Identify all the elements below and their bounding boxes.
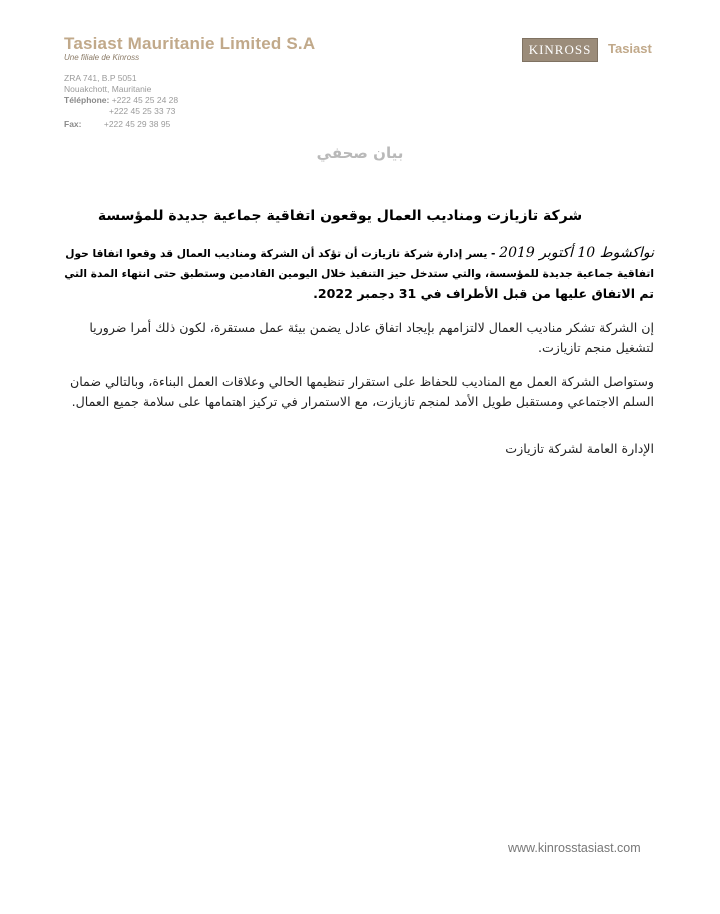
phone-number-1: +222 45 25 24 28 bbox=[111, 95, 179, 105]
lead-line-3: تم الاتفاق عليها من قبل الأطراف في 31 دجمبر 2022. bbox=[313, 286, 654, 301]
paragraph-1 bbox=[89, 318, 654, 358]
lead-paragraph bbox=[64, 243, 654, 304]
paragraph-2 bbox=[70, 372, 654, 412]
phone-row-1 bbox=[64, 95, 178, 105]
website-link[interactable]: www.kinrosstasiast.com bbox=[508, 841, 641, 855]
address-line-2: Nouakchott, Mauritanie bbox=[64, 84, 152, 94]
company-name: Tasiast Mauritanie Limited S.A bbox=[64, 34, 316, 53]
fax-row bbox=[64, 119, 170, 129]
paragraph-2-line-1: وستواصل الشركة العمل مع المناديب للحفاظ على استقرار تنظيمها الحالي وعلاقات العمل البناءة، وبالتالي ضمان bbox=[69, 374, 654, 389]
phone-label: Téléphone: bbox=[64, 95, 110, 105]
lead-date: نواكشوط 10 أكتوبر 2019 bbox=[499, 245, 654, 261]
lead-line-2: اتفاقية جماعية جديدة للمؤسسة، والتي ستدخل حيز التنفيذ خلال اليومين القادمين وستطبق حتى انتهاء المدة التي bbox=[64, 267, 654, 280]
kinross-logo: KINROSS bbox=[522, 38, 598, 62]
tasiast-logo-text: Tasiast bbox=[608, 41, 652, 56]
signature: الإدارة العامة لشركة تازيازت bbox=[505, 441, 654, 456]
press-release-label: بيان صحفي bbox=[316, 144, 404, 162]
headline: شركة تازيازت ومناديب العمال يوقعون اتفاقية جماعية جديدة للمؤسسة bbox=[97, 208, 583, 224]
lead-line-1 bbox=[64, 243, 654, 264]
phone-number-2: +222 45 25 33 73 bbox=[109, 106, 176, 116]
address-line-1: ZRA 741, B.P 5051 bbox=[64, 73, 137, 83]
paragraph-2-line-2: السلم الاجتماعي ومستقبل طويل الأمد لمنجم تازيازت، مع الاستمرار في تركيز اهتمامها على سلامة جميع العمال. bbox=[71, 394, 654, 409]
paragraph-1-line-2: لتشغيل منجم تازيازت. bbox=[537, 340, 654, 355]
paragraph-1-line-1: إن الشركة تشكر مناديب العمال لالتزامهم بإيجاد اتفاق عادل يضمن بيئة عمل مستقرة، لكون ذلك أمرا ضروريا bbox=[89, 320, 654, 335]
fax-number: +222 45 29 38 95 bbox=[103, 119, 171, 129]
subsidiary-tagline: Une filiale de Kinross bbox=[64, 53, 140, 62]
lead-line-1-text: - يسر إدارة شركة تازيازت أن تؤكد أن الشركة ومناديب العمال قد وقعوا اتفاقا حول bbox=[65, 247, 500, 260]
fax-label: Fax: bbox=[64, 119, 82, 129]
